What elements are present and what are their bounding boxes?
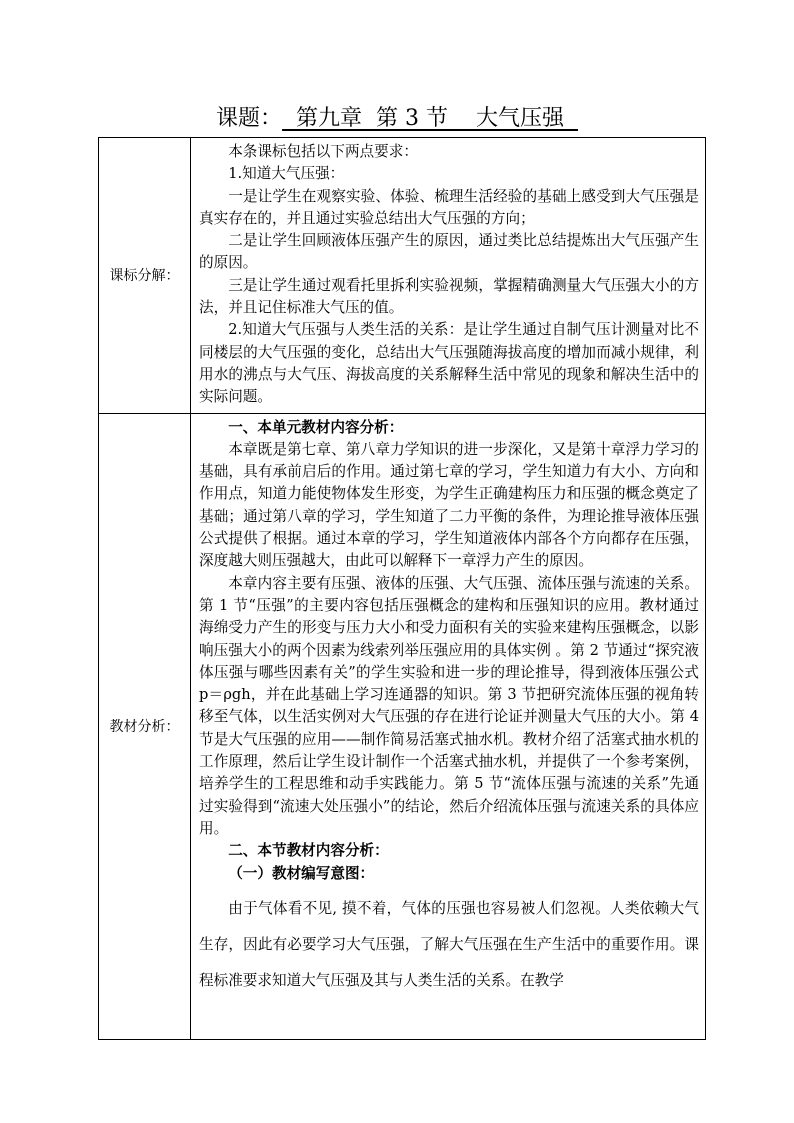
unit-analysis-para-1: 本章既是第七章、第八章力学知识的进一步深化，又是第十章浮力学习的基础，具有承前启后的作用。通过第七章的学习，学生知道力有大小、方向和作用点，知道力能使物体发生形变，为学生正确建构压力和压强的概念奠定了基础；通过第八章的学习，学生知道了二力平衡的条件，为理论推导液体压强公式提供了根据。通过本章的学习，学生知道液体内部各个方向都存在压强，深度越大则压强越大，由此可以解释下一章浮力产生的原因。 [199,440,699,570]
table-row-standards [99,138,706,414]
row-content-textbook [191,413,706,1039]
row-content-standards [191,138,706,414]
row-label-standards: 课标分解： [99,138,191,414]
title-prefix: 课题： [216,106,283,131]
writing-intent-para: 由于气体看不见, 摸不着，气体的压强也容易被人们忽视。人类依赖大气生存，因此有必要学习大气压强，了解大气压强在生产生活中的重要作用。课程标准要求知道大气压强及其与人类生活的关系。在教学 [199,899,699,989]
unit-analysis-heading: 一、本单元教材内容分析： [228,418,404,436]
standards-para-3: 一是让学生在观察实验、体验、梳理生活经验的基础上感受到大气压强是真实存在的，并且通过实验总结出大气压强的方向； [199,187,699,227]
lesson-table [98,137,706,1040]
standards-para-6: 2.知道大气压强与人类生活的关系：是让学生通过自制气压计测量对比不同楼层的大气压强的变化，总结出大气压强随海拔高度的增加而减小规律，利用水的沸点与大气压、海拔高度的关系解释生活中常见的现象和解决生活中的实际问题。 [199,321,699,406]
page-title [0,104,794,134]
standards-para-4: 二是让学生回顾液体压强产生的原因，通过类比总结提炼出大气压强产生的原因。 [199,232,699,272]
writing-intent-heading: （一）教材编写意图： [228,864,375,882]
row-label-textbook: 教材分析： [99,413,191,1039]
standards-para-1: 本条课标包括以下两点要求： [228,143,418,160]
title-text: 第九章 第 3 节 大气压强 [282,106,578,131]
section-analysis-heading: 二、本节教材内容分析： [228,842,389,860]
table-row-textbook [99,413,706,1039]
standards-para-5: 三是让学生通过观看托里拆利实验视频，掌握精确测量大气压强大小的方法，并且记住标准大气压的值。 [199,276,699,317]
unit-analysis-para-2: 本章内容主要有压强、液体的压强、大气压强、流体压强与流速的关系。第 1 节“压强”的主要内容包括压强概念的建构和压强知识的应用。教材通过海绵受力产生的形变与压力大小和受力面积有关的实验来建构压强概念，以影响压强大小的两个因素为线索列举压强应用的具体实例 。第 2 节通过“探究液体压强与哪些因素有关”的学生实验和进一步的理论推导，得到液体压强公式 p＝ρgh，并在此基础上学习连通器的知识。第 3 节把研究流体压强的视角转移至气体，以生活实例对大气压强的存在进行论证并测量大气压的大小。第 4 节是大气压强的应用——制作简易活塞式抽水机。教材介绍了活塞式抽水机的工作原理，然后让学生设计制作一个活塞式抽水机，并提供了一个参考案例，培养学生的工程思维和动手实践能力。第 5 节“流体压强与流速的关系”先通过实验得到“流速大处压强小”的结论，然后介绍流体压强与流速关系的具体应用。 [199,574,699,837]
standards-para-2: 1.知道大气压强： [228,165,345,183]
